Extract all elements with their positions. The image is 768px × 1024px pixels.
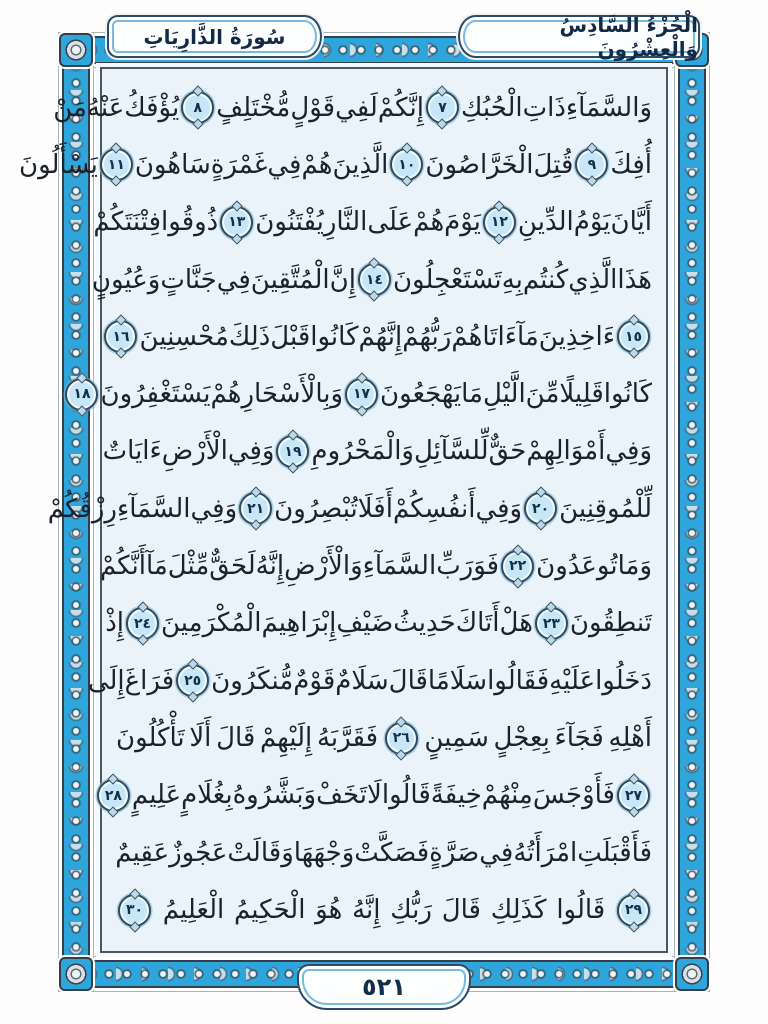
quran-word: أَتَاكَ bbox=[455, 608, 500, 639]
quran-word: كَانُوا bbox=[603, 379, 652, 410]
quran-word: أَمْوَالِهِمْ bbox=[526, 436, 606, 467]
quran-word: هَذَا bbox=[617, 264, 652, 295]
quran-word: يَوْمَ bbox=[444, 207, 481, 238]
ayah-end-marker-icon: ٢٠ bbox=[524, 492, 557, 525]
quran-word: الْحُبُكِ bbox=[460, 92, 523, 123]
quran-word: يُؤْفَكُ bbox=[124, 92, 180, 123]
quran-word: فَأَقْبَلَتِ bbox=[577, 837, 652, 868]
quran-word: امْرَأَتُهُ bbox=[513, 837, 578, 868]
quran-word: مَا bbox=[461, 379, 483, 410]
quran-word: بِعِجْلٍ bbox=[493, 723, 550, 754]
ayah-end-marker-icon: ١٩ bbox=[276, 435, 309, 468]
quran-word: وَالسَّمَآءِ bbox=[565, 92, 652, 123]
quran-word: حَدِيثُ bbox=[393, 608, 456, 639]
quran-word: تَأْكُلُونَ bbox=[116, 723, 185, 754]
quran-word: الْأَرْضِ bbox=[161, 436, 228, 467]
quran-word: فِتْنَتَكُمْ bbox=[93, 207, 162, 238]
quran-word: عَلَى bbox=[367, 207, 414, 238]
quran-word: إِنَّهُ bbox=[255, 551, 285, 582]
quran-word: فَقَالُوا bbox=[487, 665, 550, 696]
quran-word: ءَاخِذِينَ bbox=[538, 321, 615, 352]
quran-word: إِلَى bbox=[87, 665, 125, 696]
quran-word: يَسْتَغْفِرُونَ bbox=[100, 379, 211, 410]
quran-word: سَاهُونَ bbox=[134, 149, 211, 180]
quran-word: الدِّينِ bbox=[517, 207, 574, 238]
ayah-end-marker-icon: ٨ bbox=[181, 91, 214, 124]
quran-word: الْمُكْرَمِينَ bbox=[161, 608, 262, 639]
quran-word: وَجْهَهَا bbox=[293, 837, 355, 868]
quran-word: وَقَالَتْ bbox=[227, 837, 294, 868]
quran-word: مِّثْلَ bbox=[167, 551, 210, 582]
quran-word: قَالَ bbox=[216, 723, 256, 754]
quran-word: تُوعَدُونَ bbox=[536, 551, 618, 582]
quran-word: مُّخْتَلِفٍ bbox=[216, 92, 291, 123]
page-number: ٥٢١ bbox=[362, 973, 406, 1001]
quran-word: مَآ bbox=[516, 321, 539, 352]
quran-word: أَفَلَا bbox=[357, 493, 393, 524]
quran-word: لَفِي bbox=[335, 92, 378, 123]
quran-line bbox=[87, 652, 652, 709]
quran-word: مَآ bbox=[145, 551, 168, 582]
quran-word: يُفْتَنُونَ bbox=[255, 207, 324, 238]
quran-word: قَالَ bbox=[388, 665, 428, 696]
quran-word: أَنفُسِكُمْ bbox=[392, 493, 476, 524]
quran-word: فَصَكَّتْ bbox=[354, 837, 430, 868]
quran-word: فَقَرَّبَهُ bbox=[316, 723, 379, 754]
quran-word: أَلَا bbox=[189, 723, 212, 754]
quran-word: وَفِي bbox=[475, 493, 523, 524]
quran-word: مِّنَ bbox=[525, 379, 560, 410]
quran-word: ذَاتِ bbox=[522, 92, 566, 123]
quran-word: إِنَّهُمْ bbox=[358, 321, 403, 352]
quran-word: ءَايَاتٌ bbox=[102, 436, 162, 467]
ayah-end-marker-icon: ٣٠ bbox=[118, 894, 151, 927]
ayah-end-marker-icon: ٢٩ bbox=[617, 894, 650, 927]
ayah-end-marker-icon: ١٢ bbox=[483, 206, 516, 239]
quran-word: عَلِيمٍ bbox=[131, 780, 182, 811]
quran-word: قَلِيلًا bbox=[559, 379, 604, 410]
quran-word: فَوَرَبِّ bbox=[436, 551, 500, 582]
quran-word: هُمْ bbox=[301, 149, 333, 180]
quran-word: يَوْمُ bbox=[573, 207, 611, 238]
quran-word: تَنطِقُونَ bbox=[569, 608, 652, 639]
quran-word: يَسْأَلُونَ bbox=[19, 149, 98, 180]
quran-word: دَخَلُوا bbox=[595, 665, 652, 696]
quran-word: فِي bbox=[216, 264, 251, 295]
quran-word: مُحْسِنِينَ bbox=[139, 321, 229, 352]
quran-word: قَبْلَ bbox=[270, 321, 311, 352]
ayah-end-marker-icon: ٢٧ bbox=[617, 779, 650, 812]
ayah-end-marker-icon: ٢٥ bbox=[176, 664, 209, 697]
page-number-cartouche bbox=[297, 964, 471, 1010]
quran-word: لَا bbox=[367, 780, 382, 811]
quran-word: الْحَكِيمُ bbox=[233, 895, 306, 926]
ayah-end-marker-icon: ٢١ bbox=[239, 492, 272, 525]
juz-title: الْجُزْءُ السَّادِسُ وَالْعِشْرُونَ bbox=[559, 12, 698, 61]
quran-word: وَفِي bbox=[227, 436, 275, 467]
quran-word: حَقٌّ bbox=[488, 436, 527, 467]
quran-word: الَّيْلِ bbox=[482, 379, 526, 410]
quran-word: هُمْ bbox=[413, 207, 445, 238]
quran-line bbox=[91, 251, 652, 308]
quran-line bbox=[102, 423, 652, 480]
ayah-end-marker-icon: ٢٨ bbox=[97, 779, 130, 812]
border-right-band bbox=[678, 36, 706, 988]
quran-word: يَهْجَعُونَ bbox=[380, 379, 462, 410]
surah-title: سُورَةُ الذَّارِيَاتِ bbox=[143, 24, 286, 49]
quran-word: قَوْلٍ bbox=[290, 92, 336, 123]
quran-word: إِنَّهُ bbox=[352, 895, 381, 926]
quran-word: جَنَّاتٍ bbox=[160, 264, 217, 295]
quran-line bbox=[116, 882, 652, 939]
quran-line bbox=[73, 366, 652, 423]
quran-line bbox=[93, 194, 652, 251]
ayah-end-marker-icon: ٢٦ bbox=[385, 722, 418, 755]
quran-word: وَفِي bbox=[605, 436, 652, 467]
quran-word: أُفِكَ bbox=[610, 149, 652, 180]
ayah-end-marker-icon: ١٦ bbox=[104, 320, 137, 353]
quran-line bbox=[53, 79, 652, 136]
quran-word: كَانُوا bbox=[310, 321, 359, 352]
quran-word: وَمَا bbox=[617, 551, 652, 582]
quran-word: بِغُلَامٍ bbox=[181, 780, 233, 811]
ayah-end-marker-icon: ١٣ bbox=[220, 206, 253, 239]
quran-line bbox=[116, 824, 652, 881]
quran-word: ذَلِكَ bbox=[228, 321, 271, 352]
quran-word: أَيَّانَ bbox=[610, 207, 652, 238]
quran-word: لَحَقٌّ bbox=[209, 551, 256, 582]
ayah-end-marker-icon: ٩ bbox=[575, 148, 608, 181]
corner-rosette-icon bbox=[675, 957, 709, 991]
ayah-end-marker-icon: ١٧ bbox=[345, 378, 378, 411]
quran-word: وَالْأَرْضِ bbox=[284, 551, 363, 582]
quran-word: سَلَامًا bbox=[427, 665, 488, 696]
corner-rosette-icon bbox=[59, 33, 93, 67]
juz-title-cartouche bbox=[458, 12, 700, 61]
quran-word: سَمِينٍ bbox=[424, 723, 489, 754]
quran-word: الْمُتَّقِينَ bbox=[250, 264, 330, 295]
quran-word: وَالْمَحْرُومِ bbox=[311, 436, 414, 467]
quran-word: تُبْصِرُونَ bbox=[274, 493, 358, 524]
quran-word: عَنْهُ bbox=[86, 92, 125, 123]
quran-word: ءَاتَاهُمْ bbox=[451, 321, 517, 352]
quran-line bbox=[116, 710, 652, 767]
corner-rosette-icon bbox=[59, 957, 93, 991]
quran-word: سَلَامٌ bbox=[335, 665, 389, 696]
quran-word: هُوَ bbox=[315, 895, 343, 926]
quran-line bbox=[19, 136, 652, 193]
quran-word: إِنَّكُمْ bbox=[377, 92, 424, 123]
quran-word: بِهِ bbox=[501, 264, 523, 295]
quran-line bbox=[99, 538, 652, 595]
quran-word: قَوْمٌ bbox=[293, 665, 336, 696]
quran-word: فِي bbox=[479, 837, 514, 868]
quran-word: إِذْ bbox=[105, 608, 124, 639]
quran-word: خِيفَةً bbox=[430, 780, 482, 811]
quran-word: عَلَيْهِ bbox=[549, 665, 596, 696]
ayah-end-marker-icon: ١٤ bbox=[358, 263, 391, 296]
quran-line bbox=[105, 595, 652, 652]
quran-word: وَفِي bbox=[190, 493, 238, 524]
quran-word: النَّارِ bbox=[323, 207, 368, 238]
quran-word: قَالُوا bbox=[381, 780, 431, 811]
quran-word: فَجَآءَ bbox=[554, 723, 604, 754]
quran-word: السَّمَآءِ bbox=[116, 493, 191, 524]
quran-word: وَعُيُونٍ bbox=[91, 264, 161, 295]
quran-word: مُّنكَرُونَ bbox=[211, 665, 294, 696]
quran-word: الَّذِي bbox=[568, 264, 618, 295]
quran-line bbox=[112, 308, 652, 365]
quran-word: رِزْقُكُمْ bbox=[47, 493, 117, 524]
quran-word: إِنَّ bbox=[329, 264, 356, 295]
quran-word: قُتِلَ bbox=[533, 149, 574, 180]
quran-word: قَالُوا bbox=[556, 895, 606, 926]
quran-word: ذُوقُوا bbox=[161, 207, 219, 238]
quran-word: مَنْ bbox=[53, 92, 87, 123]
quran-word: فِي bbox=[267, 149, 302, 180]
quran-word: كَذَلِكِ bbox=[490, 895, 547, 926]
quran-word: وَبِالْأَسْحَارِ bbox=[241, 379, 344, 410]
quran-word: الَّذِينَ bbox=[332, 149, 389, 180]
quran-word: إِبْرَاهِيمَ bbox=[261, 608, 337, 639]
quran-word: ضَيْفِ bbox=[336, 608, 394, 639]
quran-word: إِلَيْهِمْ bbox=[260, 723, 313, 754]
ayah-end-marker-icon: ١٥ bbox=[617, 320, 650, 353]
quran-word: أَهْلِهِ bbox=[608, 723, 652, 754]
quran-word: عَقِيمٌ bbox=[115, 837, 170, 868]
quran-word: رَبُّهُمْ bbox=[402, 321, 452, 352]
ayah-end-marker-icon: ١٨ bbox=[65, 378, 98, 411]
quran-word: السَّمَآءِ bbox=[362, 551, 437, 582]
ayah-end-marker-icon: ٢٢ bbox=[501, 550, 534, 583]
ayah-end-marker-icon: ٢٤ bbox=[126, 607, 159, 640]
quran-line bbox=[47, 480, 652, 537]
quran-word: مِنْهُمْ bbox=[481, 780, 533, 811]
quran-word: تَخَفْ bbox=[316, 780, 368, 811]
surah-title-cartouche bbox=[107, 15, 322, 58]
quran-word: فَرَاغَ bbox=[124, 665, 175, 696]
quran-word: قَالَ bbox=[441, 895, 481, 926]
quran-word: وَبَشَّرُوهُ bbox=[232, 780, 317, 811]
quran-word: لِّلْمُوقِنِينَ bbox=[559, 493, 652, 524]
ayah-end-marker-icon: ٧ bbox=[426, 91, 459, 124]
quran-text-panel bbox=[19, 67, 668, 953]
ayah-end-marker-icon: ١٠ bbox=[390, 148, 423, 181]
quran-word: عَجُوزٌ bbox=[169, 837, 228, 868]
quran-word: تَسْتَعْجِلُونَ bbox=[392, 264, 502, 295]
ayah-end-marker-icon: ٢٣ bbox=[535, 607, 568, 640]
quran-word: هُمْ bbox=[210, 379, 242, 410]
quran-word: الْعَلِيمُ bbox=[162, 895, 225, 926]
quran-word: كُنتُم bbox=[522, 264, 569, 295]
quran-word: رَبُّكِ bbox=[390, 895, 432, 926]
quran-word: هَلْ bbox=[499, 608, 533, 639]
quran-word: لِّلسَّآئِلِ bbox=[413, 436, 489, 467]
quran-word: غَمْرَةٍ bbox=[210, 149, 268, 180]
quran-word: الْخَرَّاصُونَ bbox=[425, 149, 534, 180]
quran-word: صَرَّةٍ bbox=[429, 837, 480, 868]
quran-word: فَأَوْجَسَ bbox=[532, 780, 615, 811]
ayah-end-marker-icon: ١١ bbox=[100, 148, 133, 181]
quran-word: أَنَّكُمْ bbox=[99, 551, 146, 582]
quran-line bbox=[104, 767, 652, 824]
